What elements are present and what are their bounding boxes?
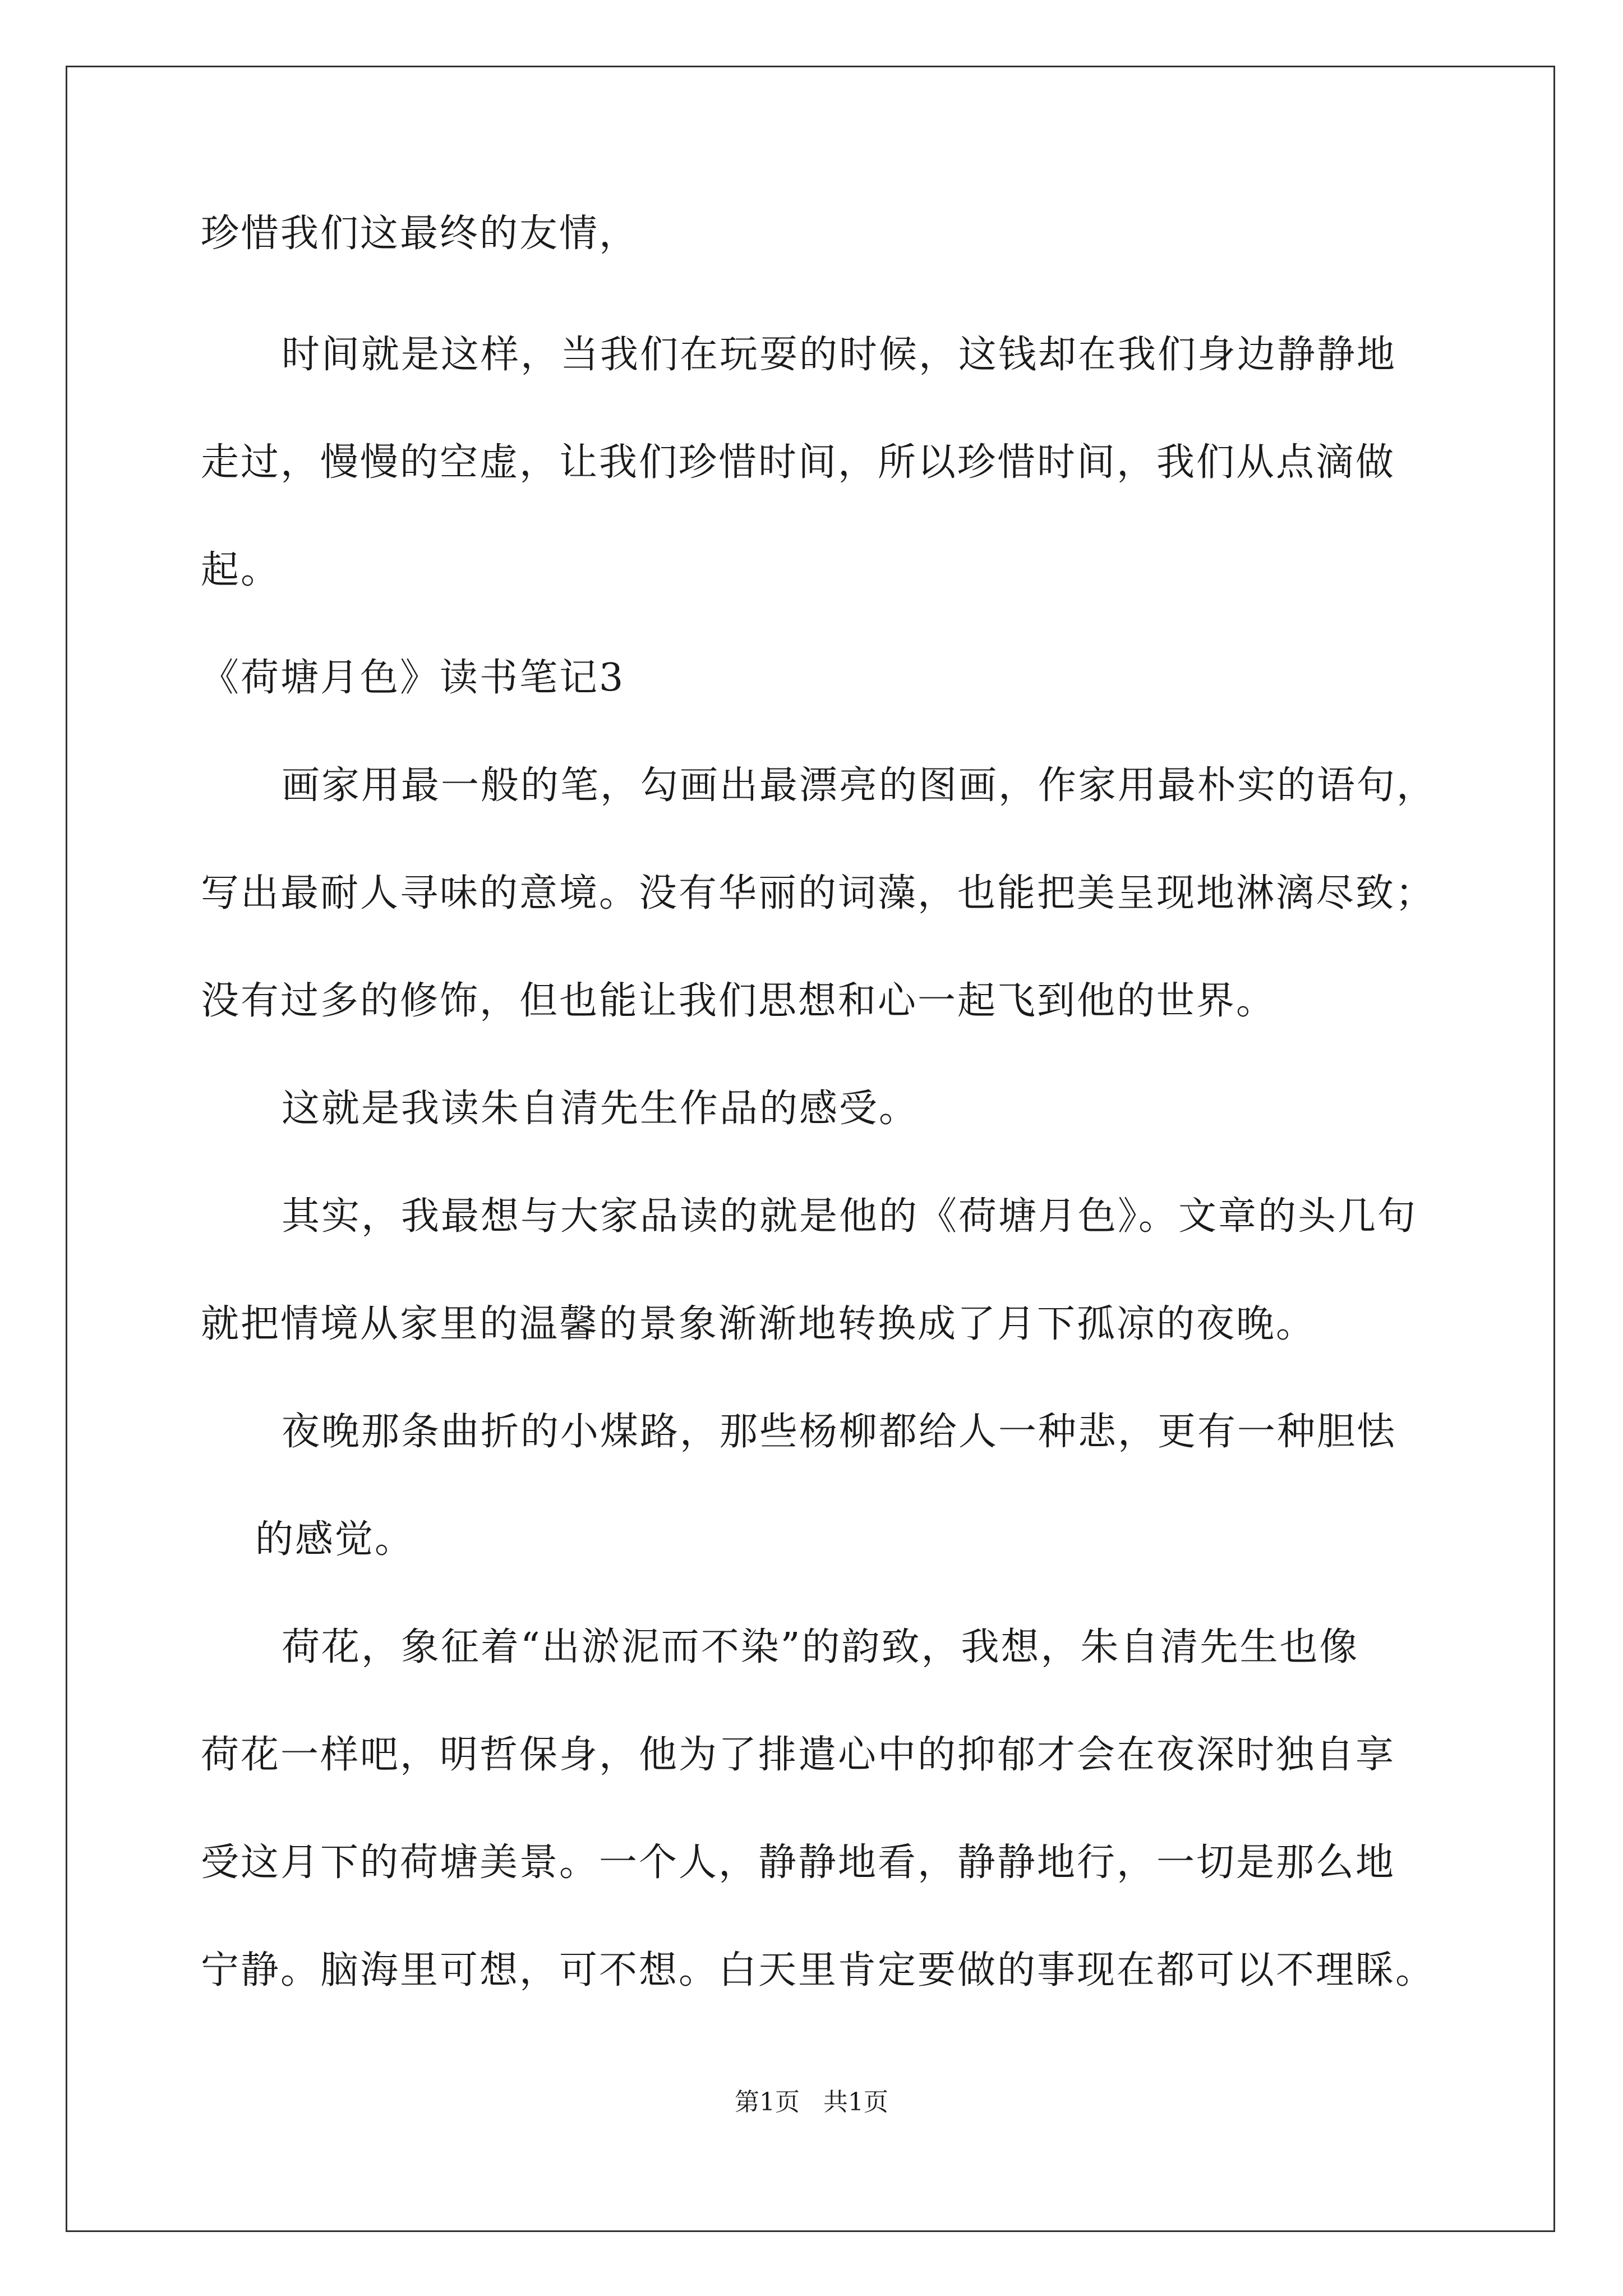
text-line: 荷花一样吧，明哲保身，他为了排遣心中的抑郁才会在夜深时独自享 — [201, 1733, 1396, 1777]
text-line: 宁静。脑海里可想，可不想。白天里肯定要做的事现在都可以不理睬。 — [201, 1948, 1436, 1993]
text-line: 就把情境从家里的温馨的景象渐渐地转换成了月下孤凉的夜晚。 — [201, 1302, 1316, 1346]
text-line: 其实，我最想与大家品读的就是他的《荷塘月色》。文章的头几句 — [282, 1194, 1418, 1239]
text-line: 画家用最一般的笔，勾画出最漂亮的图画，作家用最朴实的语句， — [282, 763, 1437, 808]
text-line: 写出最耐人寻味的意境。没有华丽的词藻，也能把美呈现地淋漓尽致； — [201, 871, 1436, 915]
text-line: 起。 — [201, 548, 281, 592]
text-line: 时间就是这样，当我们在玩耍的时候，这钱却在我们身边静静地 — [282, 333, 1397, 377]
page-border — [66, 66, 1555, 2232]
text-line: 没有过多的修饰，但也能让我们思想和心一起飞到他的世界。 — [201, 979, 1276, 1023]
section-heading: 《荷塘月色》读书笔记3 — [201, 656, 625, 700]
text-line: 走过，慢慢的空虚，让我们珍惜时间，所以珍惜时间，我们从点滴做 — [201, 440, 1396, 485]
page-footer: 第1页 共1页 — [735, 2088, 888, 2116]
text-line: 珍惜我们这最终的友情， — [201, 211, 639, 256]
text-line: 夜晚那条曲折的小煤路，那些杨柳都给人一种悲，更有一种胆怯 — [282, 1410, 1397, 1454]
text-line: 荷花，象征着“出淤泥而不染”的韵致，我想，朱自清先生也像 — [282, 1625, 1359, 1669]
text-line: 的感觉。 — [255, 1517, 415, 1562]
text-line: 这就是我读朱自清先生作品的感受。 — [282, 1087, 919, 1131]
text-line: 受这月下的荷塘美景。一个人，静静地看，静静地行，一切是那么地 — [201, 1841, 1396, 1885]
